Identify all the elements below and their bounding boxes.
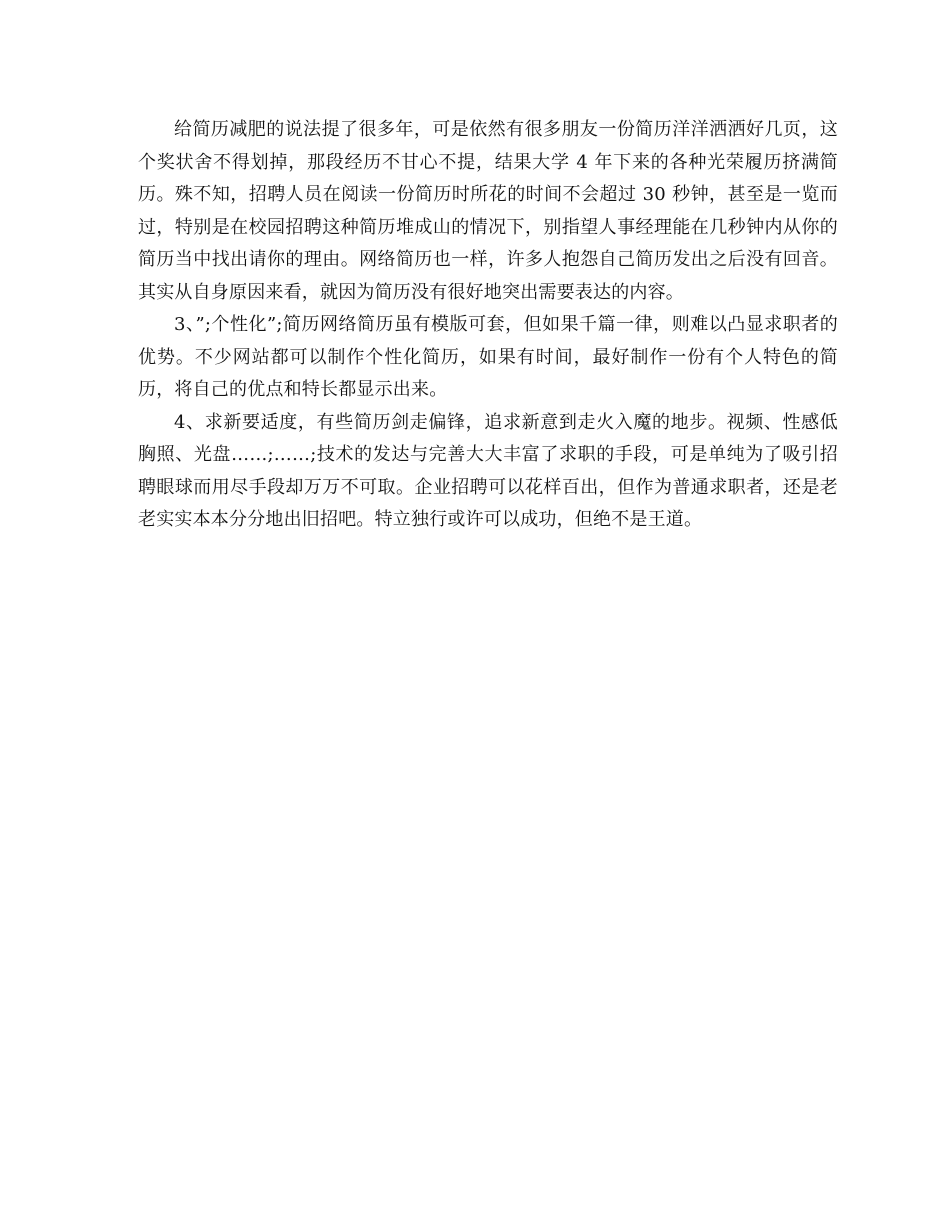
paragraph-moderate-novelty: 4、求新要适度，有些简历剑走偏锋，追求新意到走火入魔的地步。视频、性感低胸照、光盘……;……;技术的发达与完善大大丰富了求职的手段，可是单纯为了吸引招聘眼球而用尽手段却万万不可取。企业招聘可以花样百出，但作为普通求职者，还是老老实实本本分分地出旧招吧。特立独行或许可以成功，但绝不是王道。	[138, 411, 838, 530]
document-body	[138, 114, 838, 537]
paragraph-personalization: 3、”;个性化”;简历网络简历虽有模版可套，但如果千篇一律，则难以凸显求职者的优势。不少网站都可以制作个性化简历，如果有时间，最好制作一份有个人特色的简历，将自己的优点和特长都显示出来。	[138, 314, 838, 400]
paragraph-resume-slimming: 给简历减肥的说法提了很多年，可是依然有很多朋友一份简历洋洋洒洒好几页，这个奖状舍不得划掉，那段经历不甘心不提，结果大学 4 年下来的各种光荣履历挤满简历。殊不知，招聘人员在阅读一份简历时所花的时间不会超过 30 秒钟，甚至是一览而过，特别是在校园招聘这种简历堆成山的情况下，别指望人事经理能在几秒钟内从你的简历当中找出请你的理由。网络简历也一样，许多人抱怨自己简历发出之后没有回音。其实从自身原因来看，就因为简历没有很好地突出需要表达的内容。	[138, 119, 838, 303]
